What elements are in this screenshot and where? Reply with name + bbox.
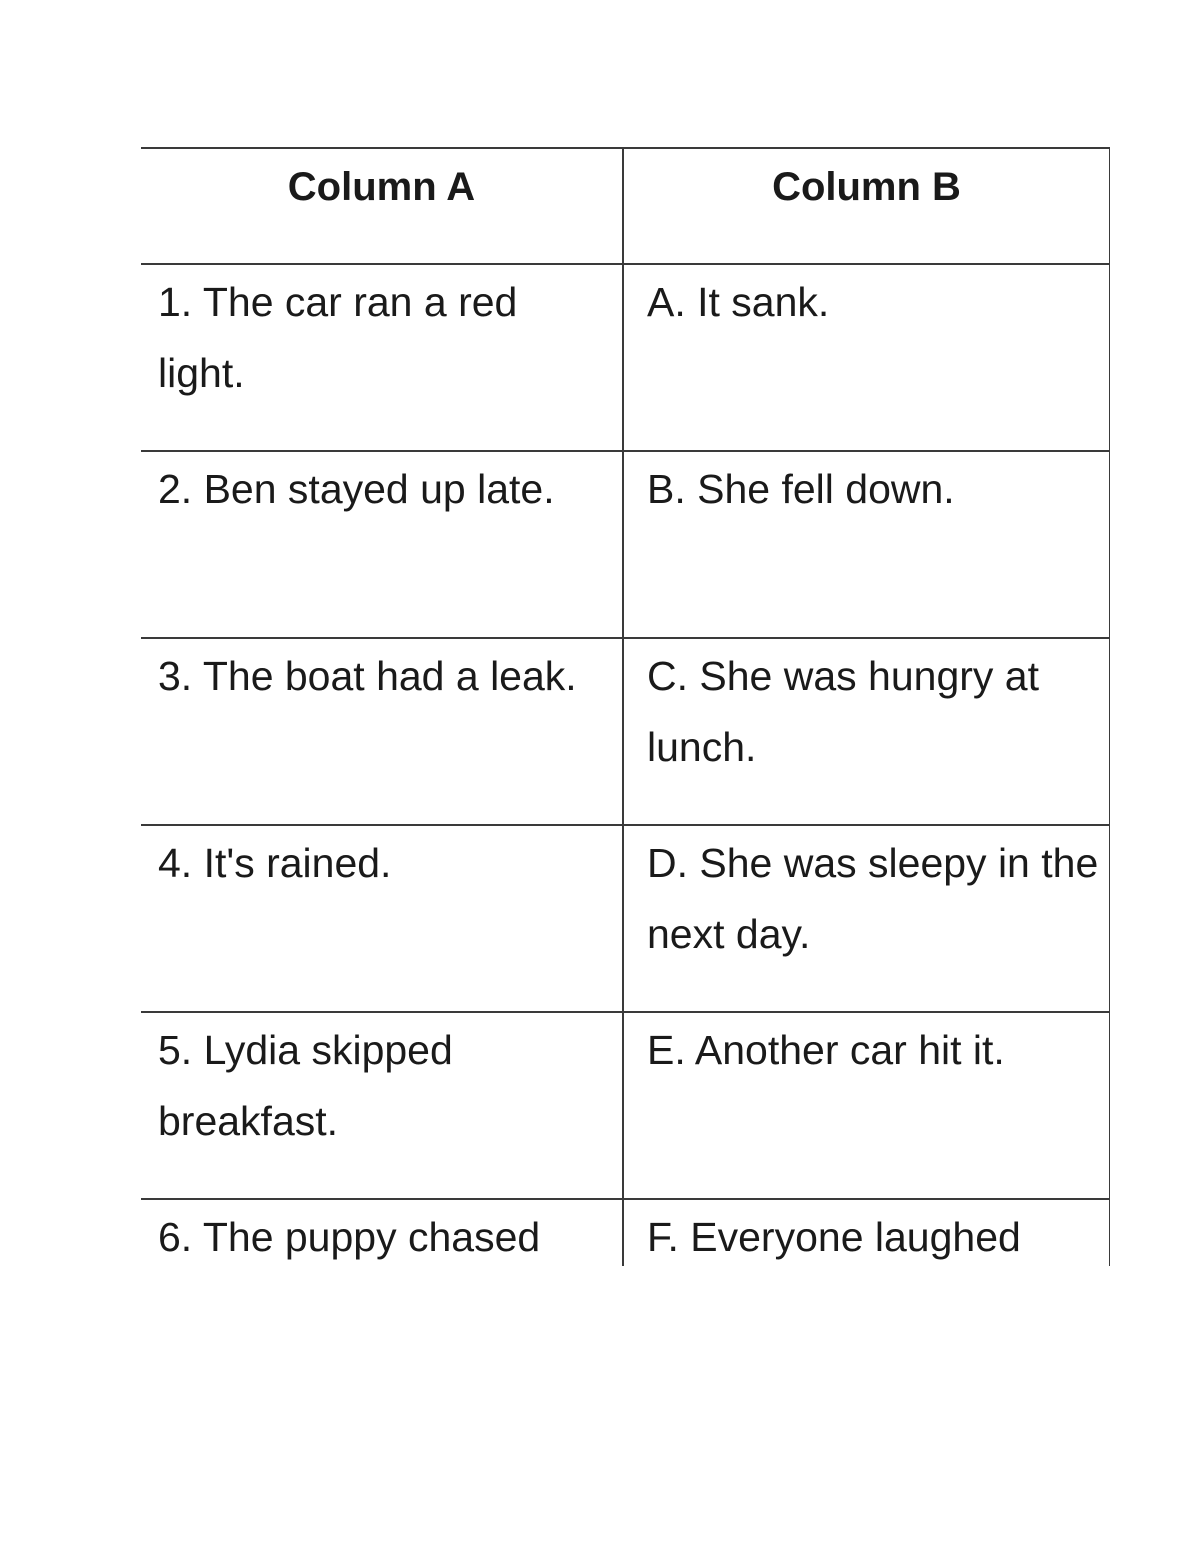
column-a-cell <box>141 1199 623 1266</box>
header-row <box>141 148 1110 264</box>
column-b-header-text: Column B <box>772 165 961 209</box>
column-b-cell <box>623 1199 1110 1266</box>
table-row <box>141 825 1110 1012</box>
column-a-cell <box>141 1012 623 1199</box>
column-a-cell <box>141 451 623 638</box>
effect-text: E. Another car hit it. <box>647 1027 1005 1073</box>
effect-text: A. It sank. <box>647 279 830 325</box>
table-row <box>141 451 1110 638</box>
effect-text: D. She was sleepy in the next day. <box>647 840 1099 957</box>
column-a-cell <box>141 638 623 825</box>
table-row <box>141 1012 1110 1199</box>
column-b-cell <box>623 638 1110 825</box>
table-row <box>141 638 1110 825</box>
column-a-header-text: Column A <box>287 165 476 209</box>
effect-text: F. Everyone laughed <box>647 1214 1021 1260</box>
table-row <box>141 1199 1110 1266</box>
cause-text: 5. Lydia skipped breakfast. <box>158 1027 453 1144</box>
column-a-cell <box>141 825 623 1012</box>
column-b-cell <box>623 1012 1110 1199</box>
cause-text: 6. The puppy chased <box>158 1214 541 1260</box>
column-b-cell <box>623 264 1110 451</box>
cause-text: 4. It's rained. <box>158 840 392 886</box>
cause-text: 1. The car ran a red light. <box>158 279 518 396</box>
table-row <box>141 264 1110 451</box>
cause-text: 3. The boat had a leak. <box>158 653 577 699</box>
effect-text: B. She fell down. <box>647 466 955 512</box>
column-a-cell <box>141 264 623 451</box>
effect-text: C. She was hungry at lunch. <box>647 653 1039 770</box>
matching-table-container <box>141 147 1110 1266</box>
column-b-cell <box>623 451 1110 638</box>
matching-table <box>141 147 1110 1266</box>
column-b-header <box>623 148 1110 264</box>
column-a-header <box>141 148 623 264</box>
cause-text: 2. Ben stayed up late. <box>158 466 555 512</box>
column-b-cell <box>623 825 1110 1012</box>
